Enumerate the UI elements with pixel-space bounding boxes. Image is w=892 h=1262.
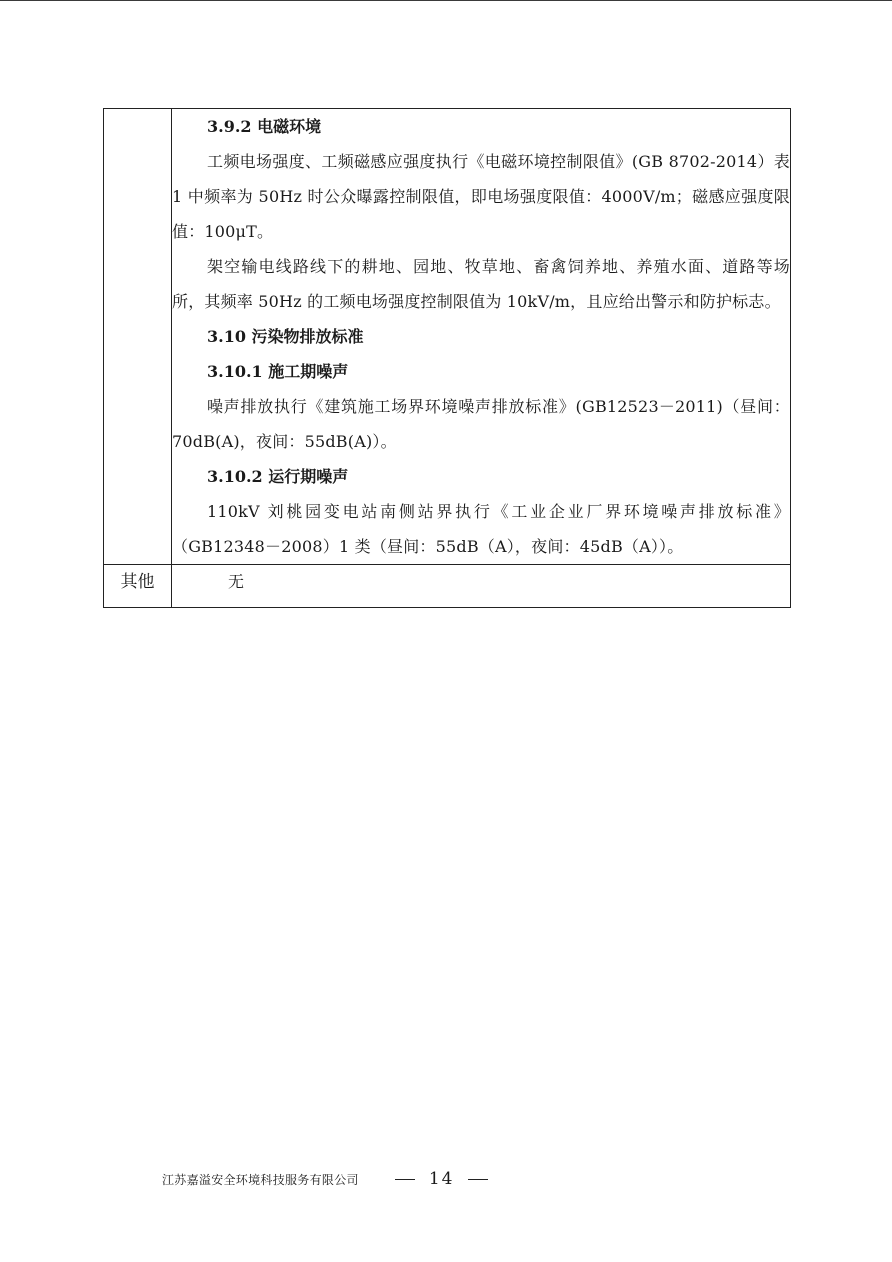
- paragraph-power-frequency-limits: 工频电场强度、工频磁感应强度执行《电磁环境控制限值》(GB 8702-2014）表 1 中频率为 50Hz 时公众曝露控制限值，即电场强度限值：4000V/m；磁感应强度限值：100μT。: [172, 152, 790, 241]
- table-row: [104, 109, 791, 565]
- standards-table: [103, 108, 791, 608]
- paragraph-overhead-line-limits: 架空输电线路线下的耕地、园地、牧草地、畜禽饲养地、养殖水面、道路等场所，其频率 50Hz 的工频电场强度控制限值为 10kV/m，且应给出警示和防护标志。: [172, 257, 790, 311]
- row-label-cell-other: [104, 565, 172, 608]
- page-number: 14: [428, 1169, 455, 1189]
- row-label-other: 其他: [120, 572, 155, 592]
- other-content-cell: [172, 565, 791, 608]
- section-heading-3-10-2: 3.10.2 运行期噪声: [207, 467, 349, 486]
- table-row: [104, 565, 791, 608]
- other-value: 无: [228, 572, 245, 591]
- page-top-border: [0, 0, 892, 1]
- page-footer: [162, 1164, 502, 1194]
- standards-content-cell: [172, 109, 791, 565]
- section-heading-3-10: 3.10 污染物排放标准: [207, 327, 364, 346]
- paragraph-operation-noise: 110kV 刘桃园变电站南侧站界执行《工业企业厂界环境噪声排放标准》（GB12348－2008）1 类（昼间：55dB（A），夜间：45dB（A））。: [172, 502, 790, 556]
- page-number-block: [381, 1169, 503, 1189]
- page-number-left-dash: [395, 1179, 415, 1180]
- row-label-cell-empty: [104, 109, 172, 565]
- section-heading-3-10-1: 3.10.1 施工期噪声: [207, 362, 349, 381]
- footer-company-name: 江苏嘉溢安全环境科技服务有限公司: [162, 1172, 359, 1187]
- section-heading-3-9-2: 3.9.2 电磁环境: [207, 117, 322, 136]
- paragraph-construction-noise: 噪声排放执行《建筑施工场界环境噪声排放标准》(GB12523－2011)（昼间：70dB(A)，夜间：55dB(A)）。: [172, 397, 790, 451]
- page-number-right-dash: [468, 1179, 488, 1180]
